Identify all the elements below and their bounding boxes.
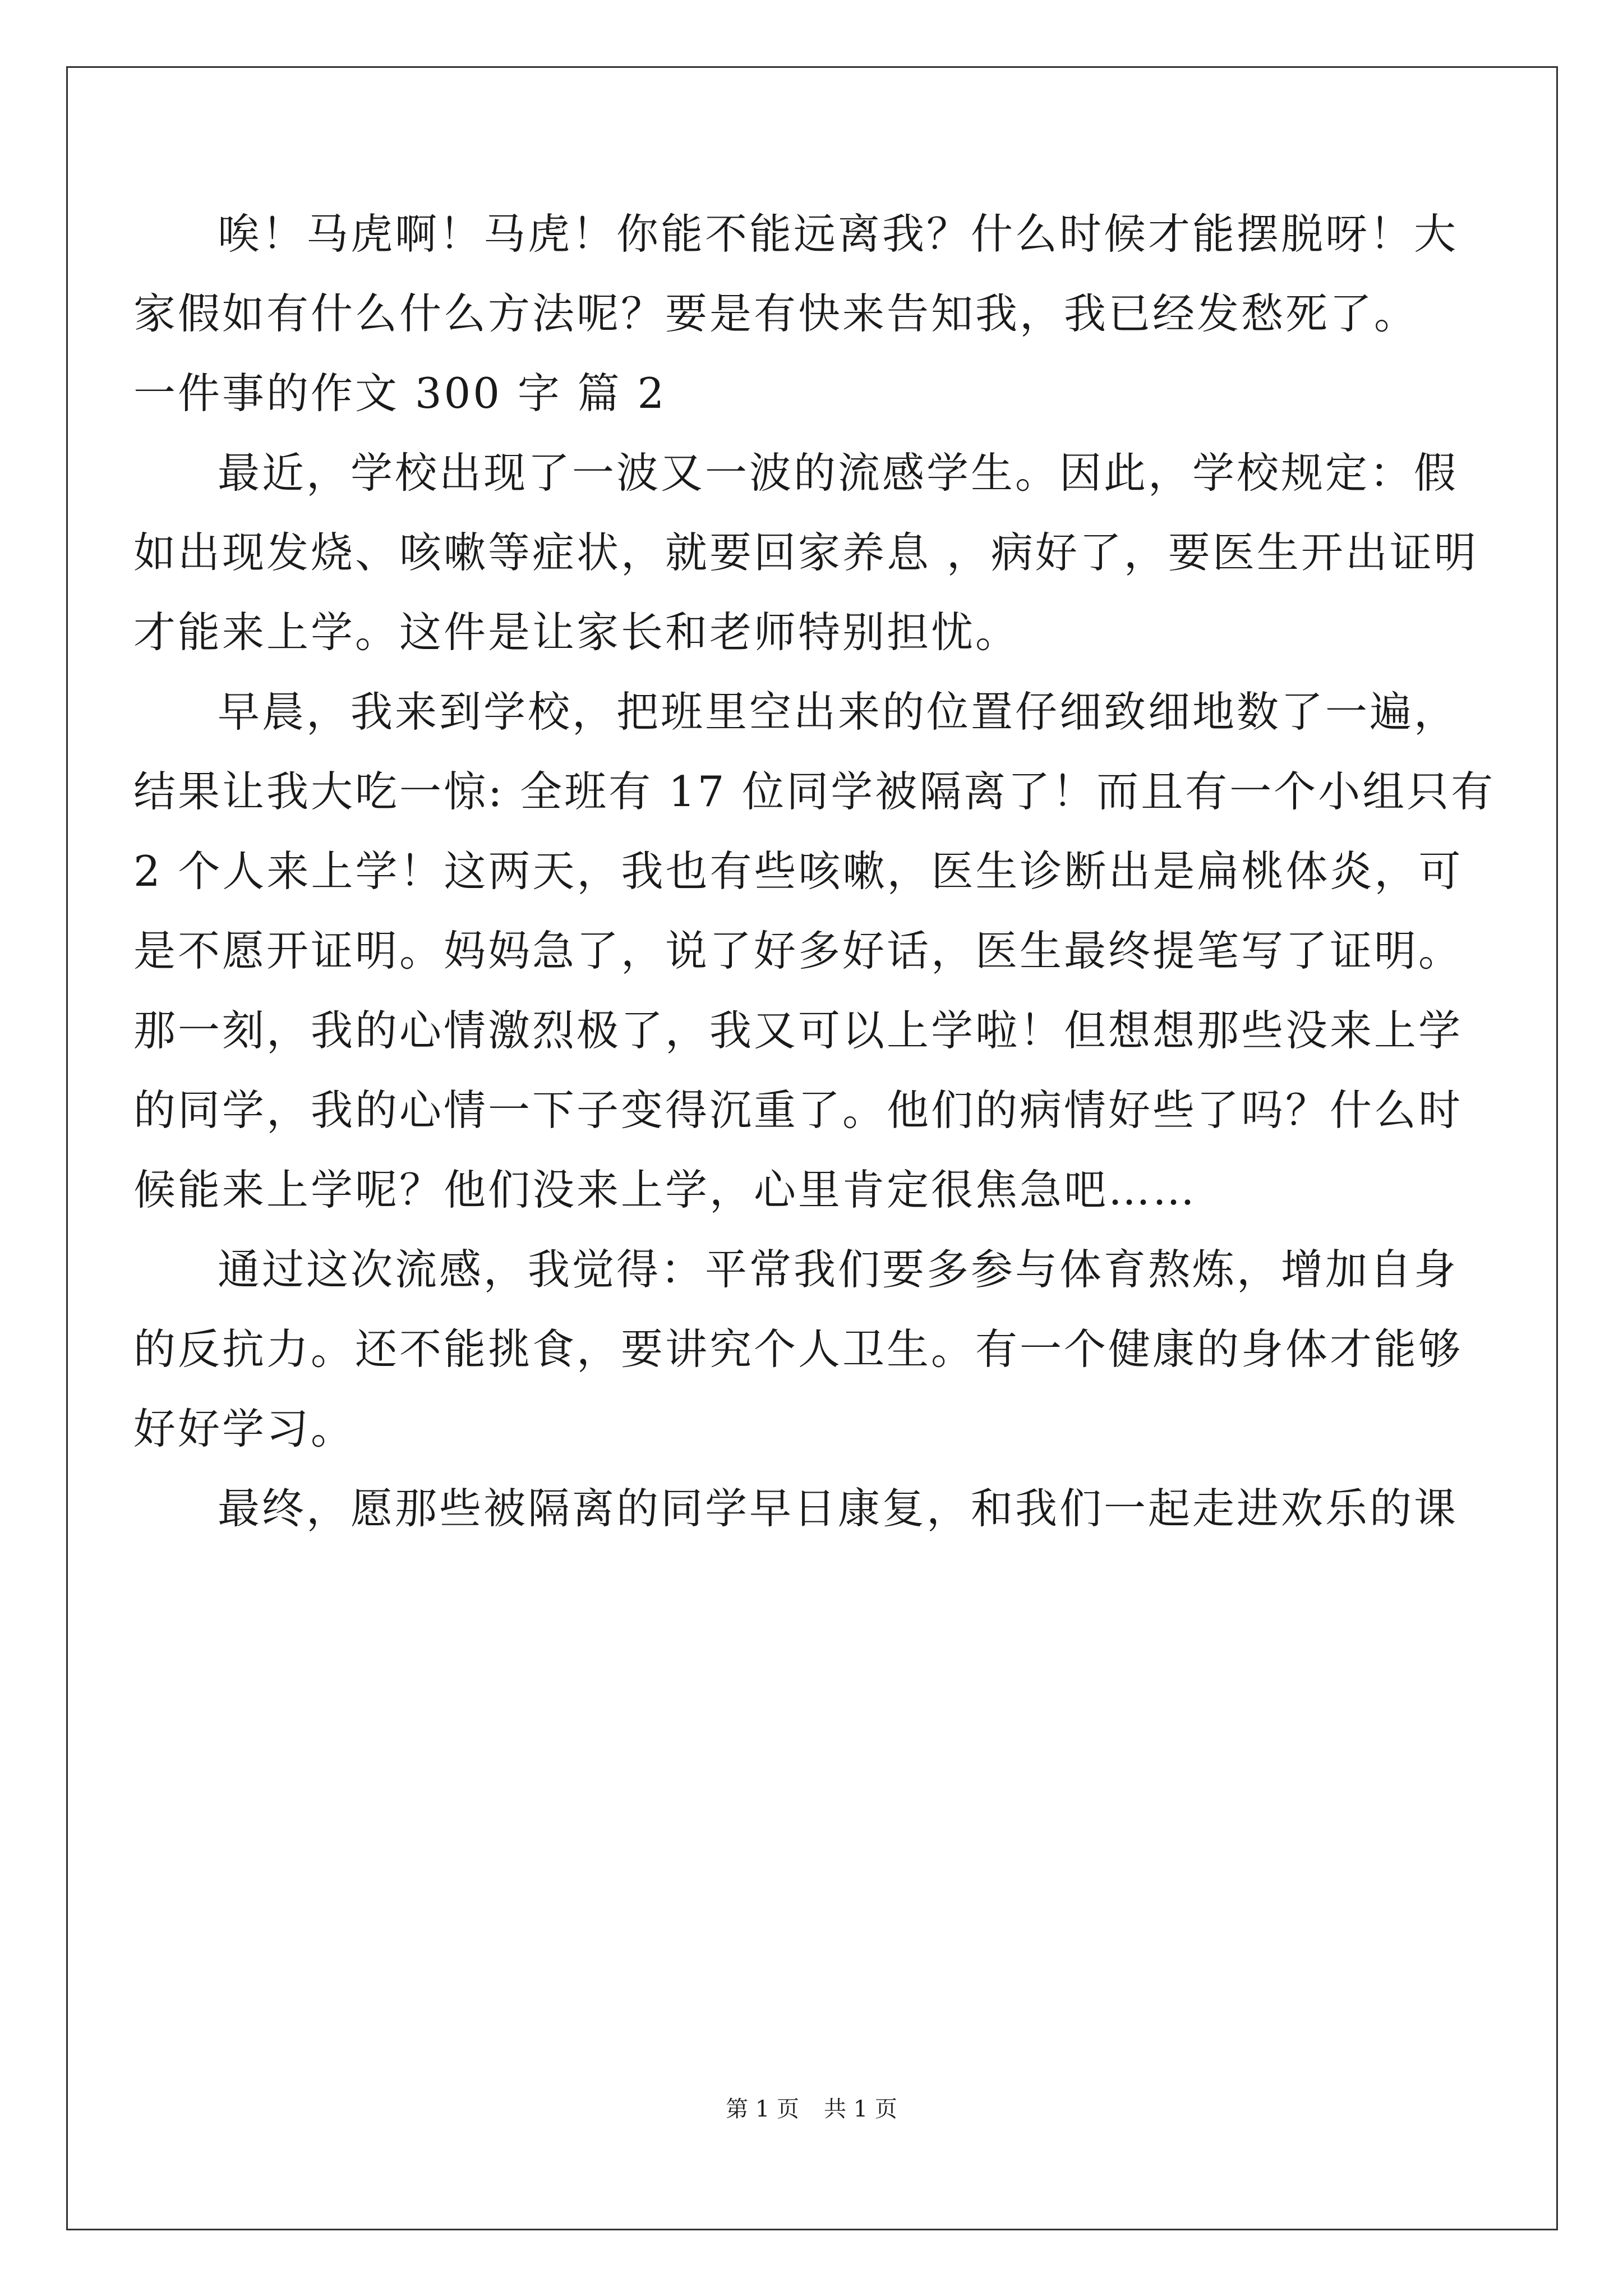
page-number: 第 1 页 (726, 2096, 799, 2122)
paragraph-line: 唉！马虎啊！马虎！你能不能远离我？什么时候才能摆脱呀！大 (218, 209, 1459, 259)
paragraph-line: 候能来上学呢？他们没来上学，心里肯定很焦急吧…… (133, 1165, 1197, 1214)
paragraph-line: 的反抗力。还不能挑食，要讲究个人卫生。有一个健康的身体才能够 (133, 1324, 1463, 1374)
section-heading: 一件事的作文 300 字 篇 2 (133, 369, 667, 418)
page-footer (0, 2095, 1623, 2123)
paragraph-line: 家假如有什么什么方法呢？要是有快来告知我，我已经发愁死了。 (133, 289, 1419, 338)
paragraph-line: 最终，愿那些被隔离的同学早日康复，和我们一起走进欢乐的课 (218, 1484, 1459, 1533)
paragraph-line: 通过这次流感，我觉得：平常我们要多参与体育熬炼，增加自身 (218, 1245, 1459, 1294)
paragraph-line: 结果让我大吃一惊: 全班有 17 位同学被隔离了！而且有一个小组只有 (133, 767, 1496, 816)
paragraph-line: 那一刻，我的心情激烈极了，我又可以上学啦！但想想那些没来上学 (133, 1006, 1463, 1055)
paragraph-line: 2 个人来上学！这两天，我也有些咳嗽，医生诊断出是扁桃体炎，可 (133, 846, 1463, 896)
page-total: 共 1 页 (824, 2096, 897, 2122)
paragraph-line: 才能来上学。这件是让家长和老师特别担忧。 (133, 608, 1020, 657)
paragraph-line: 如出现发烧、咳嗽等症状，就要回家养息 ，病好了，要医生开出证明 (133, 528, 1478, 577)
paragraph-line: 最近，学校出现了一波又一波的流感学生。因此，学校规定：假 (218, 448, 1459, 498)
paragraph-line: 的同学，我的心情一下子变得沉重了。他们的病情好些了吗？什么时 (133, 1085, 1463, 1135)
document-body (133, 207, 1496, 2002)
paragraph-line: 是不愿开证明。妈妈急了，说了好多好话，医生最终提笔写了证明。 (133, 926, 1463, 976)
paragraph-line: 好好学习。 (133, 1404, 356, 1453)
paragraph-line: 早晨，我来到学校，把班里空出来的位置仔细致细地数了一遍， (218, 687, 1459, 737)
